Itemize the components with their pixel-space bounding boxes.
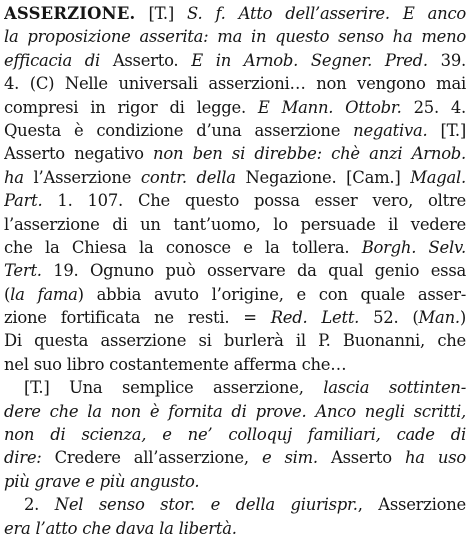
text-run: zione fortificata ne resti. = [4,308,271,328]
text-run: Negazione. [Cam.] [245,167,411,187]
text-run: l’Asserzione [33,167,141,187]
entry-line [4,517,466,540]
entry-line [4,72,466,95]
entry-line [4,213,466,236]
entry-line [4,283,466,306]
entry-line [4,400,466,423]
entry-line [4,96,466,119]
text-run: [T.] [135,4,188,23]
entry-line [4,259,466,282]
text-run: più grave e più angusto. [4,471,200,491]
text-run: e sim. [261,448,331,468]
entry-line [4,376,466,399]
text-run: Magal. [410,167,466,187]
text-run: 4. (C) Nelle universali asserzioni… non vengono mai [4,74,466,94]
dictionary-entry [4,2,466,540]
text-run: ASSERZIONE. [4,4,136,23]
text-run: Asserto [330,448,405,468]
text-run: ( [4,284,11,304]
text-run: 19. Ognuno può osservare da qual genio essa [41,261,466,281]
text-run: Nel senso stor. e della giurispr. [54,495,358,515]
entry-line [4,142,466,165]
text-run: 39. [427,50,466,70]
text-run: Asserto negativo [4,144,154,164]
text-run: non ben si direbbe: chè anzi Arnob. [153,144,466,164]
text-run: 2. [24,495,55,515]
text-run: nel suo libro costantemente afferma che… [4,354,347,374]
text-run: ha uso [404,448,466,468]
text-run: non di scienza, e ne’ colloquj familiari, cade di [4,425,466,445]
entry-line [4,166,466,189]
text-run: ) abbia avuto l’origine, e con quale asser- [77,284,466,304]
entry-line [4,49,466,72]
entry-line [4,306,466,329]
text-run: 25. 4. [401,97,466,117]
text-run: la fama [10,284,78,304]
text-run: la proposizione asserita: ma in questo senso ha meno [4,27,466,47]
text-run: Di questa asserzione si burlerà il P. Buonanni, che [4,331,466,351]
entry-line [4,493,466,516]
text-run: dire: [4,448,55,468]
entry-line [4,2,466,25]
text-run: E in Arnob. Segner. Pred. [191,50,428,70]
text-run: l’asserzione di un tant’uomo, lo persuade il vedere [4,214,466,234]
entry-line [4,236,466,259]
entry-line [4,329,466,352]
text-run: dere che la non è fornita di prove. Anco negli scritti, [4,401,466,421]
text-run: era l’atto che dava la libertà. [4,518,237,538]
text-run: ) [459,308,466,328]
text-run: che la Chiesa la conosce e la tollera. [4,237,362,257]
text-run: Red. Lett. [270,308,360,328]
text-run: Questa è condizione d’una asserzione [4,120,354,140]
text-run: S. f. Atto dell’asserire. E anco [187,4,466,23]
text-run: 52. ( [359,308,419,328]
entry-line [4,470,466,493]
text-run: 1. 107. Che questo possa esser vero, oltre [42,191,466,211]
entry-line [4,25,466,48]
text-run: [T.] [427,120,466,140]
text-run: Credere all’asserzione, [54,448,262,468]
text-run: Man. [418,308,460,328]
text-run: Part. [4,191,43,211]
text-run: ha [4,167,34,187]
text-run: compresi in rigor di legge. [4,97,258,117]
text-run: lascia sottinten- [323,378,466,398]
entry-line [4,119,466,142]
text-run: , Asserzione [357,495,466,515]
text-run: E Mann. Ottobr. [257,97,402,117]
text-run: efficacia di [4,50,113,70]
entry-line [4,423,466,446]
text-run: [T.] Una semplice asserzione, [24,378,324,398]
text-run: Tert. [4,261,42,281]
text-run: Borgh. Selv. [361,237,466,257]
entry-line [4,353,466,376]
text-run: negativa. [353,120,428,140]
entry-line [4,189,466,212]
text-run: contr. della [140,167,246,187]
entry-line [4,446,466,469]
text-run: Asserto. [112,50,192,70]
